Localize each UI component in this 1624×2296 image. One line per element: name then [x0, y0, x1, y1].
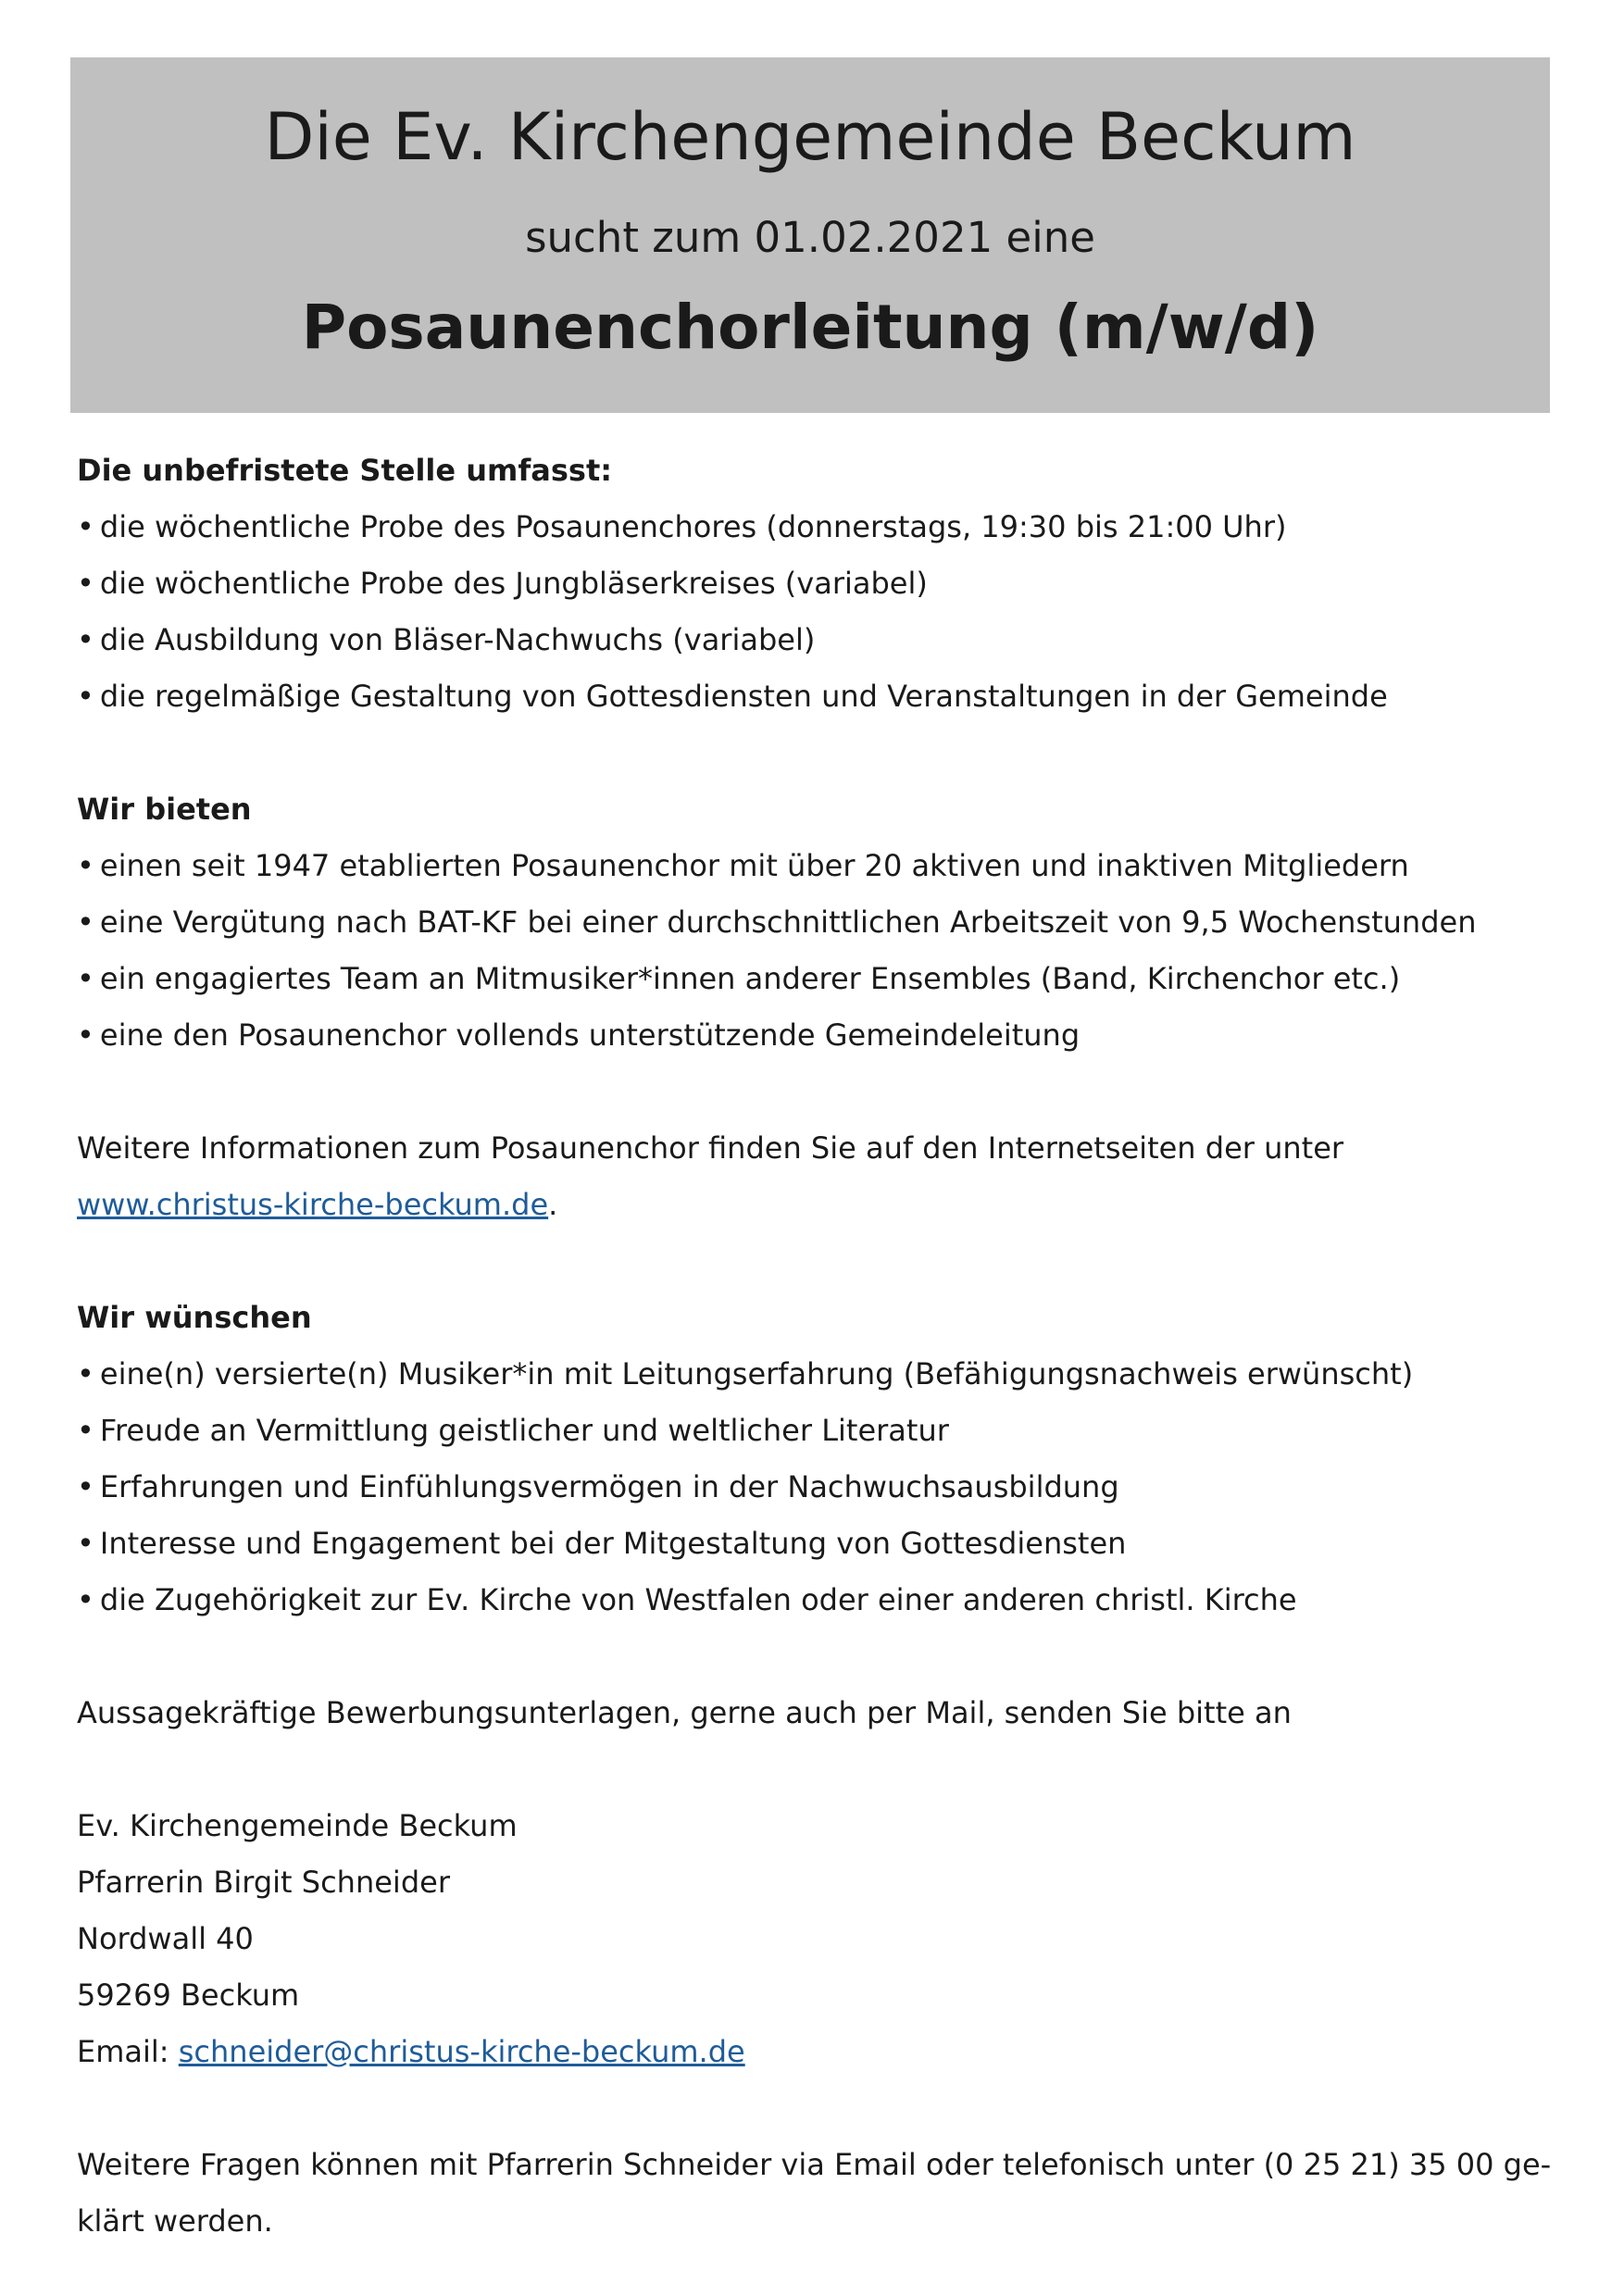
page-subtitle: sucht zum 01.02.2021 eine	[525, 213, 1095, 262]
address-city: 59269 Beckum	[77, 1978, 300, 2013]
bullet: •	[77, 905, 94, 940]
document-body	[77, 443, 1552, 2250]
website-link[interactable]: www.christus-kirche-beckum.de	[77, 1187, 549, 1222]
spacer	[77, 1741, 1549, 1798]
bullet: •	[77, 679, 94, 714]
address-person: Pfarrerin Birgit Schneider	[77, 1865, 450, 1900]
address-email-line	[77, 2024, 1549, 2080]
footer-line-2: klärt werden.	[77, 2203, 273, 2239]
wish-item: • Freude an Vermittlung geistlicher und weltlicher Literatur	[77, 1413, 949, 1448]
bullet: •	[77, 1526, 94, 1561]
spacer	[77, 1628, 1549, 1685]
tasks-item: • die wöchentliche Probe des Posaunenchores (donnerstags, 19:30 bis 21:00 Uhr)	[77, 509, 1287, 544]
info-link-line	[77, 1177, 1549, 1233]
offer-heading: Wir bieten	[77, 792, 252, 827]
bullet: •	[77, 622, 94, 657]
spacer	[77, 2080, 1549, 2137]
tasks-item: • die Ausbildung von Bläser-Nachwuchs (variabel)	[77, 622, 816, 657]
tasks-heading: Die unbefristete Stelle umfasst:	[77, 453, 613, 488]
address-street: Nordwall 40	[77, 1921, 254, 1956]
wish-item: • eine(n) versierte(n) Musiker*in mit Leitungserfahrung (Befähigungsnachweis erwünscht)	[77, 1356, 1414, 1391]
tasks-item: • die wöchentliche Probe des Jungbläserkreises (variabel)	[77, 566, 928, 601]
bullet: •	[77, 848, 94, 883]
email-link[interactable]: schneider@christus-kirche-beckum.de	[178, 2034, 745, 2069]
email-label: Email:	[77, 2034, 179, 2069]
offer-item: • eine Vergütung nach BAT-KF bei einer durchschnittlichen Arbeitszeit von 9,5 Wochenstunden	[77, 905, 1477, 940]
tasks-item: • die regelmäßige Gestaltung von Gottesdiensten und Veranstaltungen in der Gemeinde	[77, 679, 1388, 714]
address-org: Ev. Kirchengemeinde Beckum	[77, 1808, 518, 1843]
offer-item: • einen seit 1947 etablierten Posaunenchor mit über 20 aktiven und inaktiven Mitgliedern	[77, 848, 1409, 883]
application-text: Aussagekräftige Bewerbungsunterlagen, gerne auch per Mail, senden Sie bitte an	[77, 1695, 1292, 1730]
offer-item: • eine den Posaunenchor vollends unterstützende Gemeindeleitung	[77, 1017, 1081, 1053]
bullet: •	[77, 566, 94, 601]
info-period: .	[548, 1187, 558, 1222]
wish-item: • Erfahrungen und Einfühlungsvermögen in der Nachwuchsausbildung	[77, 1469, 1119, 1504]
bullet: •	[77, 961, 94, 996]
bullet: •	[77, 509, 94, 544]
page-title: Die Ev. Kirchengemeinde Beckum	[264, 99, 1356, 175]
bullet: •	[77, 1356, 94, 1391]
spacer	[77, 725, 1549, 781]
footer-line-1: Weitere Fragen können mit Pfarrerin Schneider via Email oder telefonisch unter (0 25 21) 35 00 ge-	[77, 2147, 1552, 2182]
job-title: Posaunenchorleitung (m/w/d)	[301, 292, 1319, 363]
info-text: Weitere Informationen zum Posaunenchor finden Sie auf den Internetseiten der unter	[77, 1130, 1344, 1166]
spacer	[77, 1233, 1549, 1290]
bullet: •	[77, 1017, 94, 1053]
header-banner	[70, 57, 1550, 413]
spacer	[77, 1064, 1549, 1120]
wish-item: • die Zugehörigkeit zur Ev. Kirche von Westfalen oder einer anderen christl. Kirche	[77, 1582, 1297, 1617]
offer-item: • ein engagiertes Team an Mitmusiker*innen anderer Ensembles (Band, Kirchenchor etc.)	[77, 961, 1401, 996]
bullet: •	[77, 1582, 94, 1617]
bullet: •	[77, 1413, 94, 1448]
bullet: •	[77, 1469, 94, 1504]
wish-heading: Wir wünschen	[77, 1300, 312, 1335]
wish-item: • Interesse und Engagement bei der Mitgestaltung von Gottesdiensten	[77, 1526, 1127, 1561]
